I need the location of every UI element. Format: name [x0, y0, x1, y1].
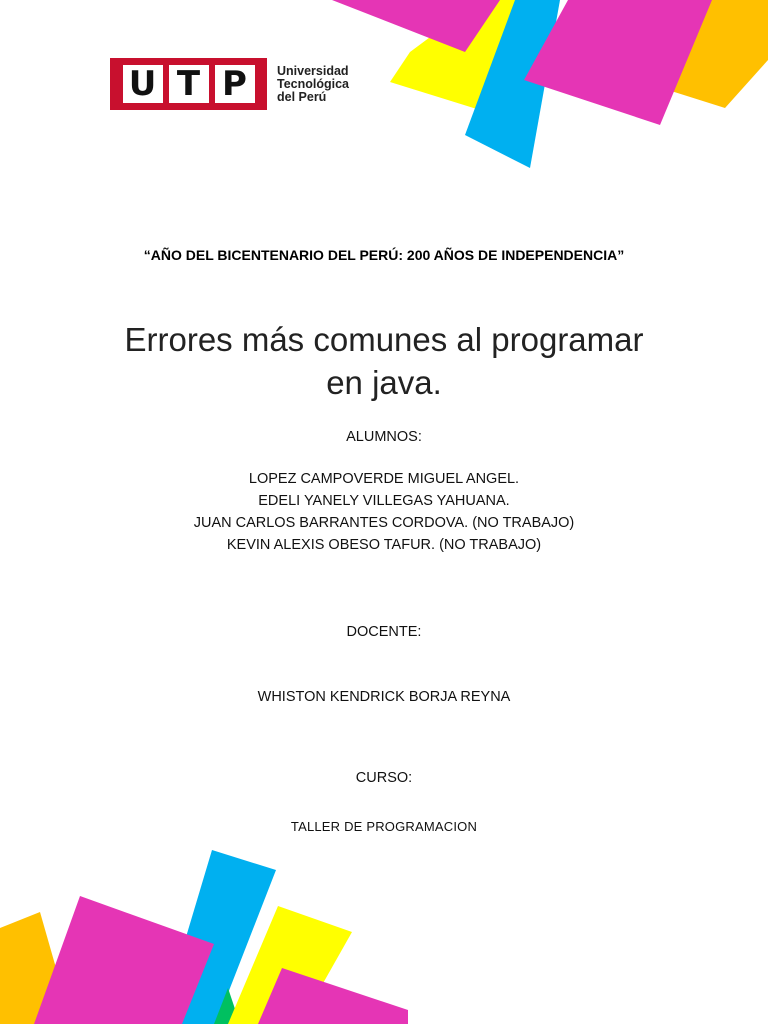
decorative-shapes-top: [320, 0, 768, 175]
magenta-bar-bottom-right: [258, 968, 408, 1024]
students-label: ALUMNOS:: [346, 429, 422, 445]
logo-letter-t: T: [169, 65, 209, 103]
utp-logo-mark: [110, 58, 267, 110]
logo-line-3: del Perú: [277, 89, 327, 104]
students-list: [0, 468, 768, 556]
utp-logo: [110, 58, 349, 110]
title-line-2: en java.: [326, 364, 442, 401]
document-title: [0, 318, 768, 404]
student-name-4: KEVIN ALEXIS OBESO TAFUR. (NO TRABAJO): [226, 537, 542, 553]
course-name: TALLER DE PROGRAMACION: [290, 819, 478, 834]
logo-line-2: Tecnológica: [277, 76, 350, 91]
decorative-shapes-bottom: [0, 848, 410, 1024]
teacher-name: WHISTON KENDRICK BORJA REYNA: [257, 689, 511, 705]
title-line-1: Errores más comunes al programar: [124, 321, 644, 358]
student-name-3: JUAN CARLOS BARRANTES CORDOVA. (NO TRABAJO): [193, 515, 575, 531]
motto-heading: “AÑO DEL BICENTENARIO DEL PERÚ: 200 AÑOS DE INDEPENDENCIA”: [143, 247, 625, 263]
course-label: CURSO:: [355, 770, 413, 786]
logo-letter-u: U: [123, 65, 163, 103]
student-name-2: EDELI YANELY VILLEGAS YAHUANA.: [258, 493, 510, 509]
logo-letter-p: P: [215, 65, 255, 103]
student-name-1: LOPEZ CAMPOVERDE MIGUEL ANGEL.: [248, 471, 520, 487]
teacher-label: DOCENTE:: [346, 624, 422, 640]
magenta-bar-bottom-left: [34, 896, 214, 1024]
utp-logo-text: [277, 65, 349, 104]
logo-line-1: Universidad: [277, 63, 349, 78]
